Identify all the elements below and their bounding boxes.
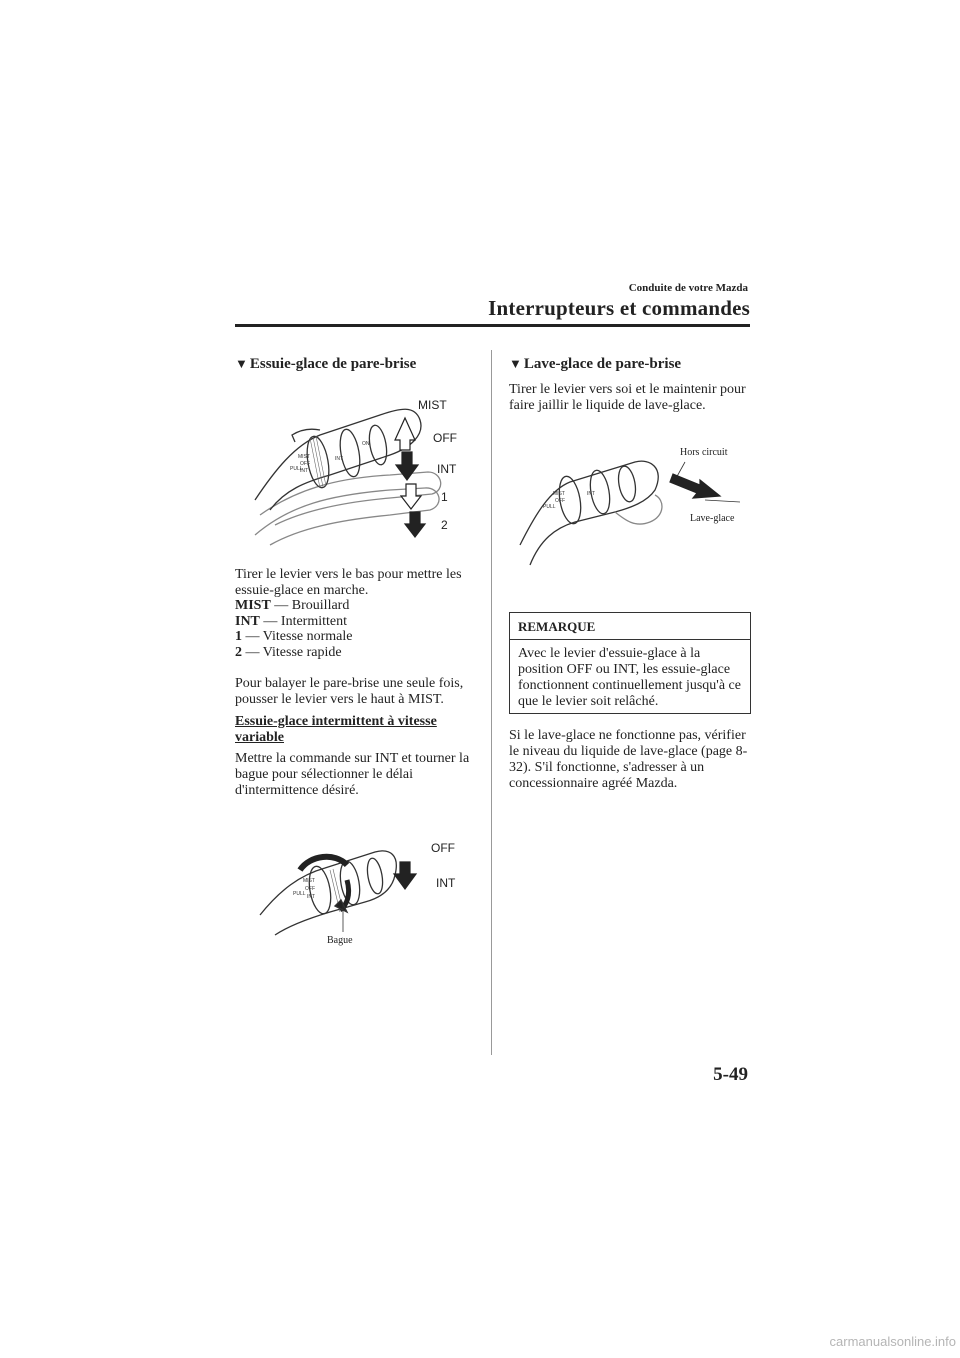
label-speed-1: 1 bbox=[441, 490, 448, 504]
def-value: Brouillard bbox=[291, 598, 350, 613]
svg-text:ON: ON bbox=[362, 441, 370, 447]
label-ring: Bague bbox=[327, 935, 353, 946]
def-value: Intermittent bbox=[280, 613, 347, 629]
watermark: carmanualsonline.info bbox=[829, 1334, 956, 1349]
svg-text:OFF: OFF bbox=[555, 498, 565, 504]
svg-text:INT: INT bbox=[307, 894, 316, 900]
label-off-ring: OFF bbox=[431, 841, 455, 855]
def-key: INT bbox=[235, 613, 260, 629]
label-speed-2: 2 bbox=[441, 518, 448, 532]
svg-text:OFF: OFF bbox=[300, 461, 310, 467]
svg-text:OFF: OFF bbox=[305, 886, 315, 892]
svg-text:PULL: PULL bbox=[293, 891, 306, 897]
wiper-ring-figure bbox=[255, 840, 465, 940]
def-key: MIST bbox=[235, 598, 271, 613]
svg-text:INT: INT bbox=[300, 468, 309, 474]
svg-text:MIST: MIST bbox=[553, 491, 565, 497]
def-sep: — bbox=[263, 613, 278, 629]
section-title-text: Essuie-glace de pare-brise bbox=[249, 356, 417, 372]
note-text: Avec le levier d'essuie-glace à la position OFF ou INT, les essuie-glace fonctionnent continuellement jusqu'à ce que le levier soit relâché. bbox=[518, 646, 741, 709]
triangle-down-icon: ▼ bbox=[509, 356, 522, 371]
svg-text:MIST: MIST bbox=[298, 454, 310, 460]
def-sep: ― bbox=[245, 629, 260, 644]
page-title: Interrupteurs et commandes bbox=[488, 296, 750, 320]
def-value: Vitesse normale bbox=[262, 629, 353, 644]
column-divider bbox=[491, 350, 492, 1055]
section-title-wiper bbox=[235, 356, 416, 373]
wiper-positions-list bbox=[235, 598, 475, 660]
svg-text:PULL: PULL bbox=[290, 466, 303, 472]
svg-text:INT: INT bbox=[335, 456, 344, 462]
section-title-washer bbox=[509, 356, 681, 373]
label-off: OFF bbox=[433, 431, 457, 445]
label-off-circuit: Hors circuit bbox=[680, 447, 728, 458]
svg-text:MIST: MIST bbox=[303, 878, 315, 884]
def-key: 1 bbox=[235, 629, 242, 644]
washer-intro-text: Tirer le levier vers soi et le maintenir pour faire jaillir le liquide de lave-glace. bbox=[509, 382, 746, 413]
note-header bbox=[510, 613, 750, 640]
triangle-down-icon: ▼ bbox=[235, 356, 248, 371]
def-row bbox=[235, 645, 475, 661]
def-key: 2 bbox=[235, 644, 242, 660]
def-row bbox=[235, 629, 475, 645]
washer-failure-text: Si le lave-glace ne fonctionne pas, vérifier le niveau du liquide de lave-glace (page 8-32). S'il fonctionne, s'adresser à un concessionnaire agréé Mazda. bbox=[509, 728, 748, 791]
label-int-ring: INT bbox=[436, 876, 456, 890]
label-int: INT bbox=[437, 462, 457, 476]
header-rule bbox=[235, 324, 750, 327]
mist-instruction-text: Pour balayer le pare-brise une seule fois, pousser le levier vers le haut à MIST. bbox=[235, 676, 464, 707]
chapter-title: Conduite de votre Mazda bbox=[628, 282, 748, 294]
def-row bbox=[235, 598, 475, 614]
section-title-text: Lave-glace de pare-brise bbox=[523, 356, 682, 372]
def-sep: ― bbox=[245, 644, 260, 660]
def-value: Vitesse rapide bbox=[262, 644, 342, 660]
wiper-intro-text: Tirer le levier vers le bas pour mettre les essuie-glace en marche. bbox=[235, 567, 462, 598]
def-row bbox=[235, 614, 475, 630]
note-heading: REMARQUE bbox=[518, 619, 596, 634]
page-number: 5-49 bbox=[713, 1064, 748, 1085]
label-washer: Lave-glace bbox=[690, 513, 735, 524]
note-box bbox=[509, 612, 751, 714]
subheading-intermittent: Essuie-glace intermittent à vitesse variable bbox=[235, 714, 437, 745]
washer-lever-figure bbox=[515, 440, 745, 580]
svg-text:PULL: PULL bbox=[543, 504, 556, 510]
intermittent-instruction-text: Mettre la commande sur INT et tourner la bague pour sélectionner le délai d'intermittence désiré. bbox=[235, 751, 470, 798]
def-sep: ― bbox=[274, 598, 289, 613]
label-mist: MIST bbox=[418, 398, 447, 412]
svg-text:INT: INT bbox=[587, 491, 596, 497]
